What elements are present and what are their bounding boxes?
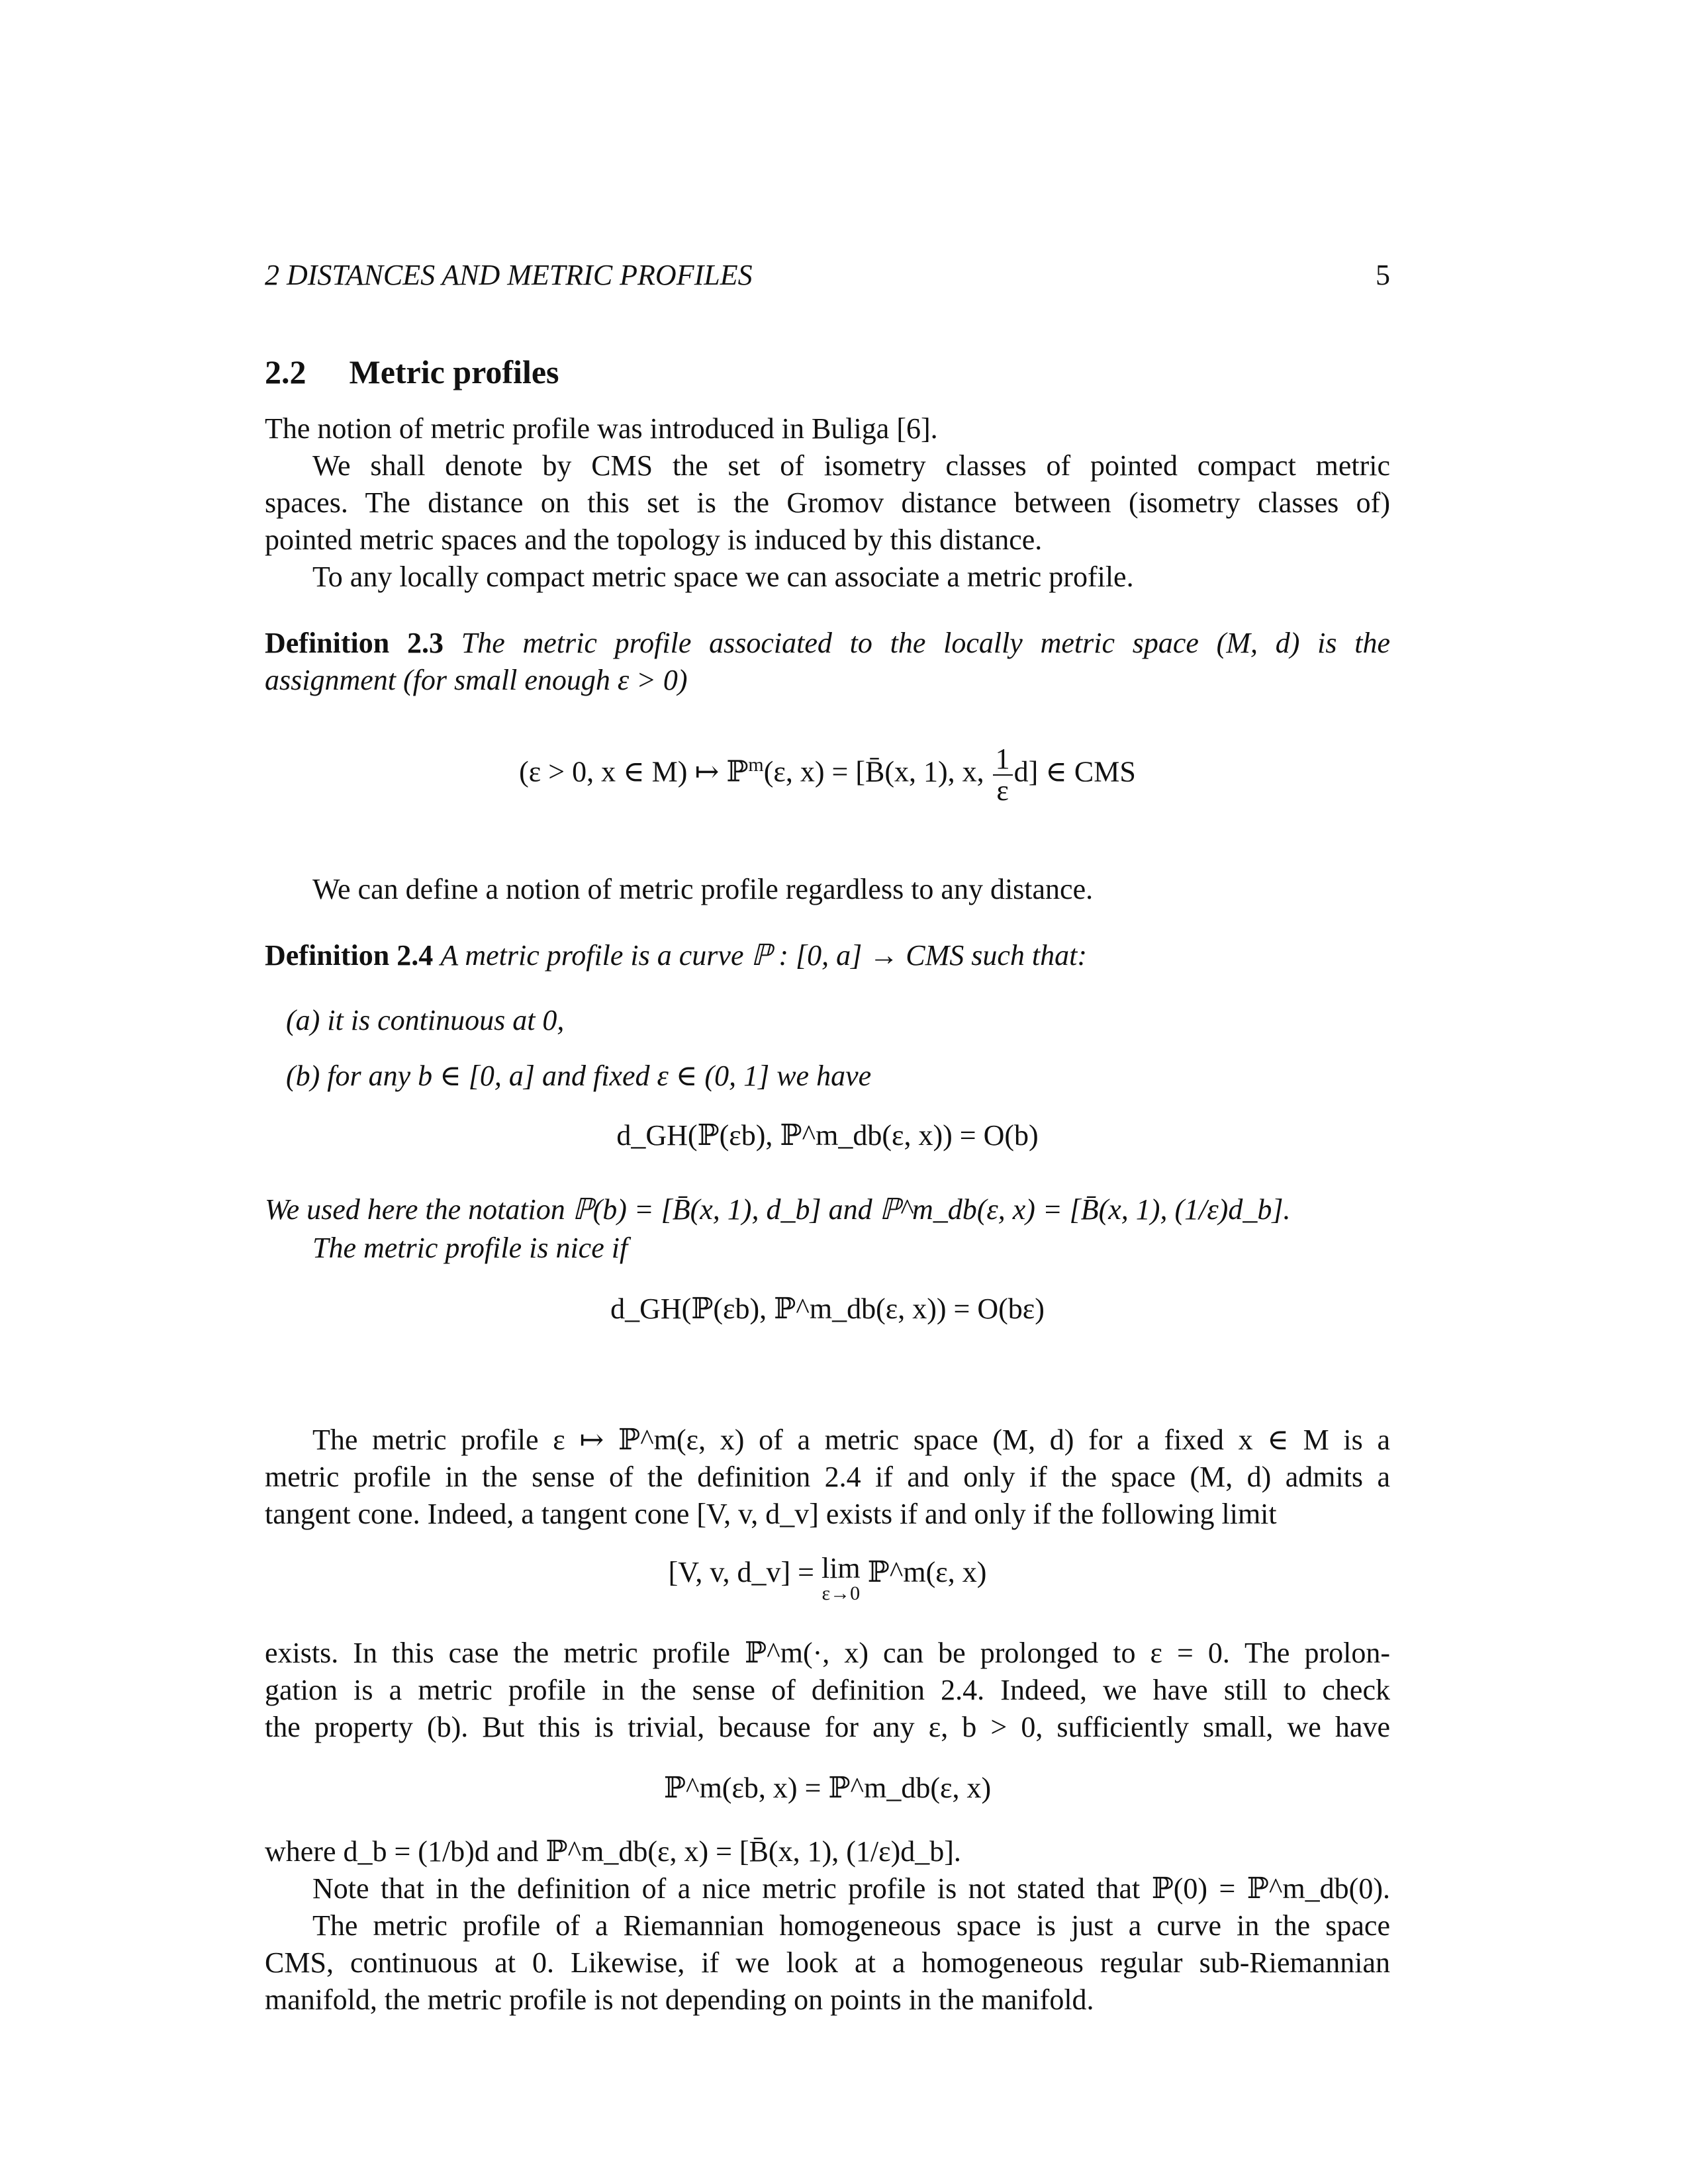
body-line5: gation is a metric profile in the sense of definition 2.4. Indeed, we have still to check bbox=[265, 1674, 1390, 1706]
eq-sup: m bbox=[748, 754, 764, 776]
fraction-1-over-epsilon: $\frac{1}{\varepsilon}$ bbox=[993, 744, 1013, 806]
body-line2: metric profile in the sense of the definition 2.4 if and only if the space (M, d) admits a bbox=[265, 1461, 1390, 1493]
definition-2-3-line2: assignment (for small enough ε > 0) bbox=[265, 664, 688, 696]
gh-distance-equation-1: d_GH(ℙ(εb), ℙ^m_db(ε, x)) = O(b) bbox=[616, 1119, 1039, 1152]
definition-item-a: (a) it is continuous at 0, bbox=[286, 1004, 565, 1036]
body-line7: where d_b = (1/b)d and ℙ^m_db(ε, x) = [B̄(x, 1), (1/ε)d_b]. bbox=[265, 1835, 961, 1868]
rescaled-profile-equation: ℙ^m(εb, x) = ℙ^m_db(ε, x) bbox=[663, 1772, 992, 1804]
definition-2-3-label: Definition 2.3 bbox=[265, 627, 444, 659]
gh-distance-equation-2: d_GH(ℙ(εb), ℙ^m_db(ε, x)) = O(bε) bbox=[610, 1293, 1045, 1325]
definition-2-4-label: Definition 2.4 bbox=[265, 939, 434, 972]
metric-profile-equation bbox=[265, 725, 1390, 805]
page-number: 5 bbox=[1376, 259, 1390, 291]
running-header: 2 DISTANCES AND METRIC PROFILES bbox=[265, 259, 753, 291]
body-line3: tangent cone. Indeed, a tangent cone [V, v, d_v] exists if and only if the following limit bbox=[265, 1498, 1277, 1530]
body-line10: CMS, continuous at 0. Likewise, if we look at a homogeneous regular sub-Riemannian bbox=[265, 1946, 1390, 1979]
tangent-cone-limit-equation: [V, v, d_v] = lim ε→0 ℙ^m(ε, x) bbox=[668, 1552, 987, 1604]
intro-p3: To any locally compact metric space we can associate a metric profile. bbox=[312, 561, 1134, 593]
definition-item-b: (b) for any b ∈ [0, a] and fixed ε ∈ (0, 1] we have bbox=[286, 1060, 872, 1092]
body-line6: the property (b). But this is trivial, because for any ε, b > 0, sufficiently small, we have bbox=[265, 1711, 1390, 1743]
nice-profile-line: The metric profile is nice if bbox=[312, 1232, 628, 1264]
intro-p2-line1: We shall denote by CMS the set of isometry classes of pointed compact metric bbox=[312, 449, 1390, 482]
definition-2-3-line1 bbox=[265, 625, 1390, 662]
intro-p2-line3: pointed metric spaces and the topology is induced by this distance. bbox=[265, 523, 1043, 556]
body-line9: The metric profile of a Riemannian homogeneous space is just a curve in the space bbox=[312, 1909, 1390, 1942]
body-line11: manifold, the metric profile is not depending on points in the manifold. bbox=[265, 1983, 1094, 2016]
body-line1: The metric profile ε ↦ ℙ^m(ε, x) of a metric space (M, d) for a fixed x ∈ M is a bbox=[312, 1424, 1390, 1456]
between-text: We can define a notion of metric profile regardless to any distance. bbox=[312, 873, 1094, 905]
intro-p2-line2: spaces. The distance on this set is the Gromov distance between (isometry classes of) bbox=[265, 486, 1390, 519]
eq-right: (ε, x) = [B̄(x, 1), x, bbox=[763, 755, 992, 788]
definition-2-4-line1 bbox=[265, 937, 1390, 974]
limit-operator: lim ε→0 bbox=[821, 1552, 861, 1604]
definition-2-3-text: The metric profile associated to the locally metric space (M, d) is the bbox=[461, 627, 1391, 659]
body-line8: Note that in the definition of a nice metric profile is not stated that ℙ(0) = ℙ^m_db(0). bbox=[312, 1872, 1390, 1905]
notation-line: We used here the notation ℙ(b) = [B̄(x, 1), d_b] and ℙ^m_db(ε, x) = [B̄(x, 1), (1/ε)d_b]. bbox=[265, 1193, 1291, 1226]
eq-end: d] ∈ CMS bbox=[1013, 755, 1136, 788]
section-number: 2.2 bbox=[265, 353, 306, 390]
intro-p1: The notion of metric profile was introduced in Buliga [6]. bbox=[265, 412, 938, 445]
definition-2-4-text: A metric profile is a curve ℙ : [0, a] → CMS such that: bbox=[440, 939, 1087, 972]
section-title: Metric profiles bbox=[349, 353, 559, 390]
body-line4: exists. In this case the metric profile ℙ^m(·, x) can be prolonged to ε = 0. The prolon- bbox=[265, 1637, 1390, 1669]
section-heading bbox=[265, 352, 559, 392]
eq-left: (ε > 0, x ∈ M) ↦ ℙ bbox=[519, 755, 749, 788]
